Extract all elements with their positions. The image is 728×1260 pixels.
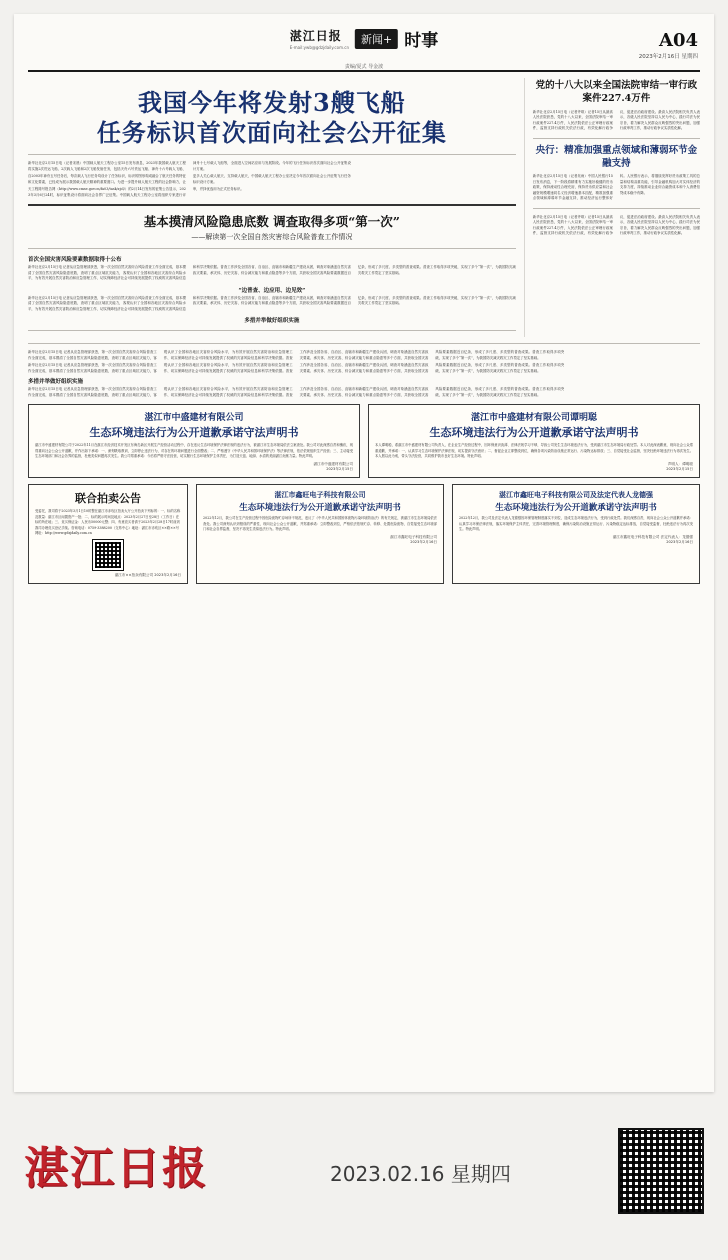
divider-3 [28,330,516,331]
notice-box-2 [368,404,700,478]
lead-paragraph-1: 新华社北京2月15日电（记者宋晨）中国载人航天工程办公室15日发布消息，2023年我国载人航天工程将实施2次货运飞船、2次载人飞船和2次飞船发射任务，包括天舟六号货运飞船、神舟十六号载人飞船、神舟十七号载人飞船等，全面进入空间站应用与发展阶段。今年的飞行任务标识首次面向社会公开征集设计方案。 [28,161,351,171]
masthead-credits: 责编/夏式 导金波 [344,64,384,70]
notice-2-date: 2023年2月15日 [666,467,693,472]
divider [28,154,516,155]
right-story-1-body: 新华社北京2月15日电（记者齐琪）记者15日从最高人民法院获悉，党的十八大以来，全国法院审结一审行政案件227.4万件，入民法院依法公正审理行政案件，监督支持行政机关依法行政，有效化解行政争议，促进法治政府建设。最高人民法院相关负责人表示，各级人民法院坚持以人民为中心，践行司法为民宗旨，着力解决人民群众反映强烈的突出问题，加强行政审判工作，推动行政争议实质性化解。 [532,109,700,131]
small-notice-2-date: 2023年2月16日 [666,540,693,545]
divider-thick [28,204,516,206]
notice-1-title: 生态环境违法行为公开道歉承诺守法声明书 [89,426,299,440]
sub-headline-deck: ——解读第一次全国自然灾害综合风险普查工作情况 [191,233,353,242]
divider-2 [28,248,516,249]
qr-code-icon [93,540,123,570]
masthead-section: 时事 [404,31,439,51]
small-notice-1-company: 湛江市鑫旺电子科技有限公司 [274,490,366,500]
right-divider-2 [533,208,700,209]
small-notice-2-body: 2022年12月，我公司及法定代表人龙德强因环保管理制度落实不到位，造成生态环境违法行为，受到行政处罚。我们深感自责，现向社会公众公开道歉并承诺：认真学习环保法律法规，落实环境保护主体责任，完善环境管理制度，确保污染防治设施正常运行、污染物稳定达标排放，自觉接受监督，杜绝违法行为再次发生。特此声明。 [459,516,693,531]
small-notice-2-sign: 湛江市鑫旺电子科技有限公司 法定代表人：龙德强 [612,535,693,540]
footer-date: 2023.02.16 星期四 [330,1162,511,1186]
lead-paragraph-3: 天工程简号报告网（http://www.cmse.gov.cn/fa03/task/zjcl/）的2月14日发布的征集公告显示，2023年3月6日24时，标识征集设计将面向社会各界广泛征集。中国载人航天工程办公室将组织专家进行评审，并择优选用为正式任务标识。 [28,187,244,197]
right-story-1-title: 党的十八大以来全国法院审结一审行政案件227.4万件 [535,80,698,104]
section-body-1: 新华社北京2月15日电 记者从应急管理部获悉，第一次全国自然灾害综合风险普查工作全面完成，基本摸清了全国自然灾害风险隐患底数，查明了重点区域抗灾能力，客观认识了全国和各地区灾害综合风险水平，为有效开展自然灾害防治和应急管理工作、切实保障经济社会可持续发展提供了权威的灾害风险信息和科学决策依据。普查工作涉及全国各省、自治区、直辖市和新疆生产建设兵团，调查对象涵盖自然灾害致灾要素、承灾体、历史灾害、综合减灾能力和重点隐患等多个方面，共获取全国灾害风险要素数据近百亿条，形成了多尺度、多类型的普查成果。普查工作取得多项突破，实现了多个“第一次”，为我国防灾减灾救灾工作奠定了坚实基础。 [28,265,516,281]
notice-2-sign: 声明人：谭明聪 [667,462,693,467]
small-notice-2-title: 生态环境违法行为公开道歉承诺守法声明书 [495,503,657,514]
auction-notice-box [28,484,188,583]
section-body-3: 新华社北京2月15日电 记者从应急管理部获悉，第一次全国自然灾害综合风险普查工作全面完成，基本摸清了全国自然灾害风险隐患底数，查明了重点区域抗灾能力，客观认识了全国和各地区灾害综合风险水平，为有效开展自然灾害防治和应急管理工作、切实保障经济社会可持续发展提供了权威的灾害风险信息和科学决策依据。普查工作涉及全国各省、自治区、直辖市和新疆生产建设兵团，调查对象涵盖自然灾害致灾要素、承灾体、历史灾害、综合减灾能力和重点隐患等多个方面，共获取全国灾害风险要素数据近百亿条，形成了多尺度、多类型的普查成果。普查工作取得多项突破，实现了多个“第一次”，为我国防灾减灾救灾工作奠定了坚实基础。 [28,295,516,311]
sub-headline: 基本摸清风险隐患底数 调查取得多项“第一次” [143,214,400,230]
masthead-email: E-mail:ywb@gdzjdaily.com.cn [289,45,349,50]
notice-1-company: 湛江市中盛建材有限公司 [144,413,244,424]
notice-2-company: 湛江市中盛建材有限公司谭明聪 [470,413,597,424]
lead-paragraph-2: 自2003年神舟五号任务后，每次载人飞行任务均设计了任务标识，标识的图形构成融合了航天任务的特征和文化要素，已经成为展示我国载人航天精神的重要窗口。为进一步提升载人航天工程的社会影响力，让更多人关心载人航天、支持载人航天，中国载人航天工程办公室决定今年首次面向社会公开征集飞行任务标识设计方案。 [28,174,351,184]
small-notice-2-company: 湛江市鑫旺电子科技有限公司及法定代表人龙德强 [499,490,653,500]
continuation-heading: 多措并举做好组织实施 [28,379,84,386]
small-notice-box-2 [452,484,700,583]
notice-1-body: 湛江市中盛建材有限公司于2022年11月在湛江市经济技术开发区东海岛新区开展生产经营活动过程中，存在违反生态环境保护法律法规的违法行为，被湛江市生态环境局依法立案查处。我公司对此深感自责和愧疚，现郑重向社会公众公开道歉，并作出如下承诺：一、深刻吸取教训，立即停止违法行为，对存在的环境问题进行全面整改；二、严格遵守《中华人民共和国环境保护法》等法律法规，依法依规组织生产经营；三、主动接受生态环境部门和社会各界的监督，杜绝类似问题再次发生。我公司郑重承诺：今后将严格守法经营，切实履行生态环境保护主体责任，为打造天蓝、地绿、水清的美丽湛江贡献力量。特此声明。 [35,443,353,458]
continuation-text-3: 新华社北京2月15日电 记者从应急管理部获悉，第一次全国自然灾害综合风险普查工作全面完成，基本摸清了全国自然灾害风险隐患底数，查明了重点区域抗灾能力，客观认识了全国和各地区灾害综合风险水平，为有效开展自然灾害防治和应急管理工作、切实保障经济社会可持续发展提供了权威的灾害风险信息和科学决策依据。普查工作涉及全国各省、自治区、直辖市和新疆生产建设兵团，调查对象涵盖自然灾害致灾要素、承灾体、历史灾害、综合减灾能力和重点隐患等多个方面，共获取全国灾害风险要素数据近百亿条，形成了多尺度、多类型的普查成果。普查工作取得多项突破，实现了多个“第一次”，为我国防灾减灾救灾工作奠定了坚实基础。 [28,387,565,397]
headline-line-2: 任务标识首次面向社会公开征集 [96,118,447,147]
page-number: A04 [658,30,698,51]
notice-1-date: 2023年2月15日 [326,467,353,472]
footer-qr-code-icon [620,1130,702,1212]
section-heading-2: 多措并举做好组织实施 [244,318,300,325]
section-heading-3: “边普查、边应用、边见效” [238,287,306,294]
small-notice-box-1 [196,484,444,583]
masthead [28,24,700,72]
auction-body: 受委托，我司将于2023年3月1日10时整在湛江市赤坎区拍卖大厅公开拍卖下列标的：一、标的名称及数量：湛江市区闲置资产一批；二、标的展示时间及地点：2023年2月27日至28日（工作日）在标的所在地；三、竞买保证金：人民币50000元整；四、有意竞买者请于2023年2月28日17时前到我司办理竞买登记手续。咨询电话：0759-3388200（交易中心）地址：湛江市赤坎区××路××号网址：http://www.gdzjdaily.com.cn [35,509,181,536]
right-column [524,78,700,337]
newspaper-sheet [14,14,714,1092]
continuation-block [28,343,700,398]
continuation-text: 新华社北京2月15日电 记者从应急管理部获悉，第一次全国自然灾害综合风险普查工作全面完成，基本摸清了全国自然灾害风险隐患底数，查明了重点区域抗灾能力，客观认识了全国和各地区灾害综合风险水平，为有效开展自然灾害防治和应急管理工作、切实保障经济社会可持续发展提供了权威的灾害风险信息和科学决策依据。普查工作涉及全国各省、自治区、直辖市和新疆生产建设兵团，调查对象涵盖自然灾害致灾要素、承灾体、历史灾害、综合减灾能力和重点隐患等多个方面，共获取全国灾害风险要素数据近百亿条，形成了多尺度、多类型的普查成果。普查工作取得多项突破，实现了多个“第一次”，为我国防灾减灾救灾工作奠定了坚实基础。 [28,350,565,360]
headline-line-1: 我国今年将发射3艘飞船 [138,88,406,117]
right-story-2-body: 新华社北京2月15日电（记者吴雨）中国人民银行15日发布消息，下一阶段将精准有力实施好稳健的货币政策，保持流动性合理充裕，保持货币供应量和社会融资规模增速同名义经济增速基本匹配，精准加强重点领域和薄弱环节金融支持，推动经济运行整体好转。人民银行表示，将继续发挥好货币政策工具的总量和结构双重功能，引导金融机构加大对实体经济的支持力度，持续推动企业综合融资成本和个人消费信贷成本稳中有降。 [532,174,700,201]
masthead-tag: 新闻+ [355,29,398,49]
notice-2-title: 生态环境违法行为公开道歉承诺守法声明书 [429,426,639,440]
page-body [28,78,700,337]
auction-title: 联合拍卖公告 [75,492,141,506]
small-notice-1-body: 2022年12月，我公司在生产经营过程中因危险废物贮存场所不规范，违反了《中华人民共和国固体废物污染环境防治法》的有关规定，被湛江市生态环境局依法查处。我公司深刻认识到错误的严重性，现向社会公众公开道歉，并郑重承诺：立即整改到位，严格依法依规贮存、转移、处置危险废物，自觉接受生态环境部门和社会各界监督，坚决不再发生类似违法行为。特此声明。 [203,516,437,531]
notice-box-1 [28,404,360,478]
continuation-text-2: 新华社北京2月15日电 记者从应急管理部获悉，第一次全国自然灾害综合风险普查工作全面完成，基本摸清了全国自然灾害风险隐患底数，查明了重点区域抗灾能力，客观认识了全国和各地区灾害综合风险水平，为有效开展自然灾害防治和应急管理工作、切实保障经济社会可持续发展提供了权威的灾害风险信息和科学决策依据。普查工作涉及全国各省、自治区、直辖市和新疆生产建设兵团，调查对象涵盖自然灾害致灾要素、承灾体、历史灾害、综合减灾能力和重点隐患等多个方面，共获取全国灾害风险要素数据近百亿条，形成了多尺度、多类型的普查成果。普查工作取得多项突破，实现了多个“第一次”，为我国防灾减灾救灾工作奠定了坚实基础。 [28,363,565,373]
page-headline [28,88,516,148]
masthead-logo: 湛江日报 [289,29,342,43]
notice-1-sign: 湛江市中盛建材有限公司 [313,462,353,467]
notice-area [28,404,700,583]
section-heading-1: 首次全国灾害风险要素数据取得十公布 [28,257,122,264]
small-notice-1-title: 生态环境违法行为公开道歉承诺守法声明书 [239,503,401,514]
auction-sign: 湛江市××拍卖有限公司 2023年2月16日 [114,572,181,577]
notice-2-body: 本人谭明聪，系湛江市中盛建材有限公司负责人，在企业生产经营过程中，因环保意识淡薄、法律法规学习不够，导致公司发生生态环境违法行为，受到湛江市生态环境局行政处罚。本人对此深表歉意，现向社会公众郑重道歉，并承诺：一、认真学习生态环境保护法律法规，切实提高守法意识；二、督促企业立即整改到位，确保各项污染防治设施正常运行、污染物达标排放；三、自觉接受社会监督，坚决杜绝环境违法行为再次发生。本人愿以此为戒，带头守法经营，共同维护我市良好生态环境。特此声明。 [375,443,693,458]
footer-paper-logo: 湛江日报 [24,1143,208,1194]
right-story-2-title: 央行：精准加强重点领域和薄弱环节金融支持 [535,144,698,169]
notice-row-1 [28,404,700,478]
notice-row-2 [28,484,700,583]
right-story-3-body: 新华社北京2月15日电（记者齐琪）记者15日从最高人民法院获悉，党的十八大以来，全国法院审结一审行政案件227.4万件，入民法院依法公正审理行政案件，监督支持行政机关依法行政，有效化解行政争议，促进法治政府建设。最高人民法院相关负责人表示，各级人民法院坚持以人民为中心，践行司法为民宗旨，着力解决人民群众反映强烈的突出问题，加强行政审判工作，推动行政争议实质性化解。 [532,214,700,236]
masthead-date: 2023年2月16日 星期四 [638,54,698,60]
right-divider-1 [533,138,700,139]
continuation-divider [28,343,700,344]
small-notice-1-sign: 湛江市鑫旺电子科技有限公司 [390,535,437,540]
masthead-logo-block [290,27,349,50]
small-notice-1-date: 2023年2月16日 [410,540,437,545]
masthead-center [290,26,438,51]
footer-band [0,1106,728,1260]
main-column [28,78,516,337]
